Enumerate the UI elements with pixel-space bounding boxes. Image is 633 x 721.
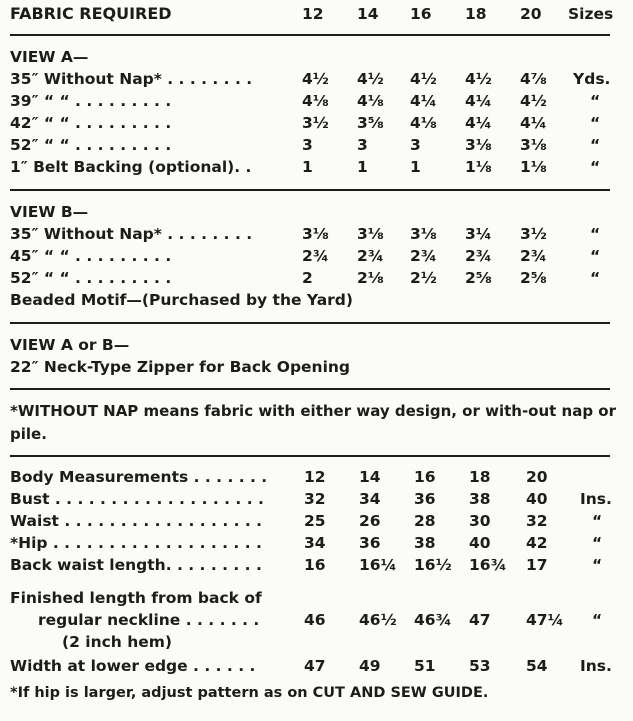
unit: “ — [592, 512, 603, 530]
size-16-heading: 16 — [410, 5, 432, 23]
hem-note: (2 inch hem) — [62, 633, 173, 651]
cell: 38 — [469, 490, 491, 508]
row-label: 1″ Belt Backing (optional). . — [10, 158, 252, 176]
cell: 4¼ — [410, 92, 437, 110]
cell: 1⅛ — [465, 158, 492, 176]
table-row — [0, 112, 633, 134]
cell: 1 — [410, 158, 421, 176]
cell: 17 — [526, 556, 548, 574]
cell: 4½ — [357, 70, 384, 88]
cell: 1 — [302, 158, 313, 176]
cell: 3⅛ — [302, 225, 329, 243]
cell: 2⅛ — [357, 269, 384, 287]
hem-row — [0, 631, 633, 653]
cell: 3 — [410, 136, 421, 154]
table-row — [0, 134, 633, 156]
cell: 16¾ — [469, 556, 507, 574]
cell: 36 — [359, 534, 381, 552]
cell: 32 — [526, 512, 548, 530]
divider — [10, 455, 610, 457]
row-label: 35″ Without Nap* . . . . . . . . — [10, 70, 253, 88]
table-row — [0, 245, 633, 267]
row-label: 35″ Without Nap* . . . . . . . . — [10, 225, 253, 243]
size-20-heading: 20 — [520, 5, 542, 23]
cell: 36 — [414, 490, 436, 508]
nap-note: *WITHOUT NAP means fabric with either way design, or with-out nap or pile. — [10, 402, 617, 443]
table-row — [0, 655, 633, 677]
unit: Ins. — [580, 490, 612, 508]
size-18-heading: 18 — [465, 5, 487, 23]
cell: 25 — [304, 512, 326, 530]
beaded-motif-note: Beaded Motif—(Purchased by the Yard) — [10, 291, 353, 309]
cell: 54 — [526, 657, 548, 675]
divider — [10, 189, 610, 191]
table-row — [0, 156, 633, 178]
cell: 4½ — [410, 70, 437, 88]
cell: 12 — [304, 468, 326, 486]
zipper-note: 22″ Neck-Type Zipper for Back Opening — [10, 358, 351, 376]
cell: 3 — [357, 136, 368, 154]
finished-length-row — [0, 587, 633, 609]
cell: 47 — [304, 657, 326, 675]
unit: “ — [592, 611, 603, 629]
view-b-heading-row — [0, 201, 633, 223]
cell: 26 — [359, 512, 381, 530]
row-label: Waist . . . . . . . . . . . . . . . . . . — [10, 512, 263, 530]
table-row — [0, 488, 633, 510]
cell: 4⅛ — [357, 92, 384, 110]
unit: “ — [592, 556, 603, 574]
row-label: 42″ “ “ . . . . . . . . . — [10, 114, 172, 132]
cell: 16 — [414, 468, 436, 486]
cell: 46½ — [359, 611, 397, 629]
unit: “ — [590, 225, 601, 243]
unit: Yds. — [573, 70, 611, 88]
cell: 3⅝ — [357, 114, 384, 132]
table-row — [0, 68, 633, 90]
row-label: Back waist length. . . . . . . . . — [10, 556, 262, 574]
row-label: *Hip . . . . . . . . . . . . . . . . . . . — [10, 534, 262, 552]
measurements-header — [0, 466, 633, 488]
cell: 4⅛ — [302, 92, 329, 110]
unit: “ — [590, 269, 601, 287]
chart-header — [0, 3, 633, 25]
size-14-heading: 14 — [357, 5, 379, 23]
cell: 2⅝ — [520, 269, 547, 287]
finished-length-label: Finished length from back of — [10, 589, 262, 607]
cell: 3 — [302, 136, 313, 154]
cell: 49 — [359, 657, 381, 675]
row-label: 52″ “ “ . . . . . . . . . — [10, 136, 172, 154]
cell: 4½ — [465, 70, 492, 88]
sizes-label: Sizes — [568, 5, 614, 23]
view-a-heading-row — [0, 46, 633, 68]
cell: 47 — [469, 611, 491, 629]
cell: 32 — [304, 490, 326, 508]
cell: 42 — [526, 534, 548, 552]
unit: Ins. — [580, 657, 612, 675]
cell: 30 — [469, 512, 491, 530]
cell: 4¼ — [465, 114, 492, 132]
cell: 46 — [304, 611, 326, 629]
cell: 1 — [357, 158, 368, 176]
cell: 40 — [469, 534, 491, 552]
table-row — [0, 267, 633, 289]
cell: 51 — [414, 657, 436, 675]
row-label: 52″ “ “ . . . . . . . . . — [10, 269, 172, 287]
cell: 3½ — [520, 225, 547, 243]
view-ab-heading: VIEW A or B— — [10, 336, 130, 354]
cell: 14 — [359, 468, 381, 486]
cell: 2 — [302, 269, 313, 287]
cell: 18 — [469, 468, 491, 486]
divider — [10, 322, 610, 324]
cell: 4½ — [520, 92, 547, 110]
unit: “ — [590, 158, 601, 176]
row-label: 45″ “ “ . . . . . . . . . — [10, 247, 172, 265]
cell: 34 — [359, 490, 381, 508]
view-ab-heading-row — [0, 334, 633, 356]
cell: 4¼ — [465, 92, 492, 110]
cell: 20 — [526, 468, 548, 486]
cell: 3¼ — [465, 225, 492, 243]
row-label: Body Measurements . . . . . . . — [10, 468, 268, 486]
cell: 46¾ — [414, 611, 452, 629]
chart-title: FABRIC REQUIRED — [10, 4, 172, 23]
cell: 40 — [526, 490, 548, 508]
cell: 34 — [304, 534, 326, 552]
cell: 1⅛ — [520, 158, 547, 176]
table-row — [0, 532, 633, 554]
cell: 16½ — [414, 556, 452, 574]
cell: 3⅛ — [357, 225, 384, 243]
cell: 16 — [304, 556, 326, 574]
cell: 53 — [469, 657, 491, 675]
unit: “ — [590, 114, 601, 132]
cell: 4⅛ — [410, 114, 437, 132]
cell: 2¾ — [410, 247, 437, 265]
cell: 28 — [414, 512, 436, 530]
unit: “ — [592, 534, 603, 552]
finished-length-label: regular neckline . . . . . . . — [38, 611, 260, 629]
row-label: Bust . . . . . . . . . . . . . . . . . . . — [10, 490, 264, 508]
row-label: Width at lower edge . . . . . . — [10, 657, 256, 675]
zipper-row — [0, 356, 633, 378]
cell: 2¾ — [302, 247, 329, 265]
cell: 2¾ — [465, 247, 492, 265]
cell: 3½ — [302, 114, 329, 132]
cell: 2¾ — [357, 247, 384, 265]
cell: 2⅝ — [465, 269, 492, 287]
unit: “ — [590, 247, 601, 265]
cell: 16¼ — [359, 556, 397, 574]
unit: “ — [590, 92, 601, 110]
cell: 38 — [414, 534, 436, 552]
row-label: 39″ “ “ . . . . . . . . . — [10, 92, 172, 110]
cell: 4¼ — [520, 114, 547, 132]
table-row — [0, 510, 633, 532]
cell: 2½ — [410, 269, 437, 287]
view-b-heading: VIEW B— — [10, 203, 89, 221]
size-12-heading: 12 — [302, 5, 324, 23]
table-row — [0, 609, 633, 631]
cell: 47¼ — [526, 611, 564, 629]
view-a-heading: VIEW A— — [10, 48, 89, 66]
cell: 4⅞ — [520, 70, 547, 88]
hip-footnote: *If hip is larger, adjust pattern as on CUT AND SEW GUIDE. — [10, 685, 489, 701]
table-row — [0, 90, 633, 112]
unit: “ — [590, 136, 601, 154]
cell: 4½ — [302, 70, 329, 88]
beaded-motif-row — [0, 289, 633, 311]
divider — [10, 34, 610, 36]
cell: 3⅛ — [465, 136, 492, 154]
cell: 3⅛ — [520, 136, 547, 154]
cell: 2¾ — [520, 247, 547, 265]
cell: 3⅛ — [410, 225, 437, 243]
divider — [10, 388, 610, 390]
table-row — [0, 223, 633, 245]
table-row — [0, 554, 633, 576]
